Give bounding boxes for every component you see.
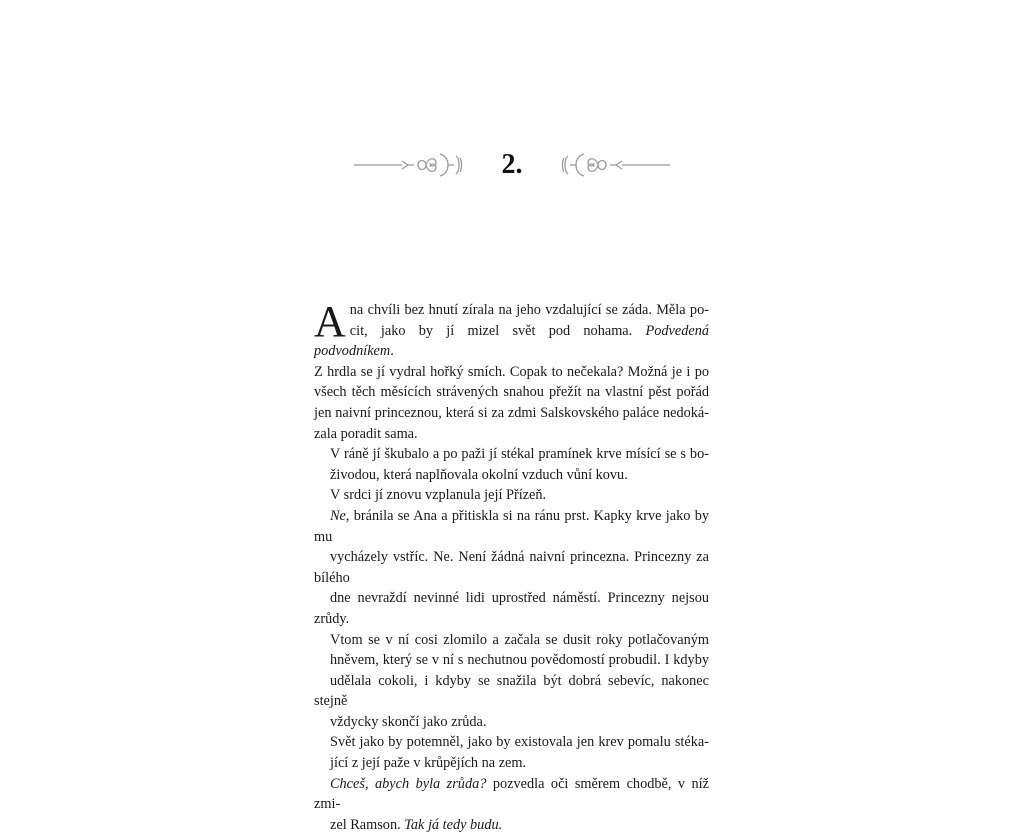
text-run: zel Ramson. (330, 816, 405, 833)
text-line (314, 465, 709, 486)
text-run: jen naivní princeznou, která si za zdmi Salskovského paláce nedoká- (314, 404, 709, 421)
text-line (314, 485, 709, 506)
text-line (314, 712, 709, 733)
paragraph (314, 506, 709, 630)
text-run: na chvíli bez hnutí zírala na jeho vzdalující se záda. Měla po- (349, 302, 709, 318)
text-line (314, 506, 709, 547)
right-flourish-ornament (556, 148, 672, 182)
text-line (314, 671, 709, 712)
text-line (314, 362, 709, 383)
text-run: pozvedla oči směrem chodbě, v níž zmi- (314, 775, 709, 813)
text-line (314, 753, 709, 774)
text-line (314, 444, 709, 465)
text-line (314, 630, 709, 651)
chapter-number: 2. (501, 149, 523, 180)
drop-cap: A (314, 297, 346, 346)
text-run: , bránila se Ana a přitiskla si na ránu prst. Kapky krve jako by mu (314, 507, 709, 545)
text-run: všech těch měsících strávených snahou přežít na vlastní pěst pořád (314, 384, 709, 401)
italic-text: Chceš, abych byla zrůda? (330, 775, 487, 792)
text-line (314, 732, 709, 753)
text-line (314, 588, 709, 629)
text-run: V ráně jí škubalo a po paži jí stékal pramínek krve mísící se s bo- (330, 446, 709, 463)
text-run: zala poradit sama. (314, 425, 418, 442)
text-line (314, 403, 709, 424)
text-run: . (390, 343, 394, 360)
text-line (314, 300, 709, 321)
text-run: jící z její paže v krůpějích na zem. (330, 755, 527, 772)
paragraph (314, 774, 709, 835)
text-run: vycházely vstříc. Ne. Není žádná naivní princezna. Princezny za bílého (314, 549, 709, 586)
paragraph (314, 297, 709, 444)
text-line (314, 547, 709, 588)
text-run: dne nevraždí nevinné lidi uprostřed náměstí. Princezny nejsou zrůdy. (314, 590, 709, 627)
text-run: cit, jako by jí mizel svět pod nohama. (349, 322, 646, 339)
paragraph (314, 485, 709, 506)
text-line (314, 650, 709, 671)
text-run: V srdci jí znovu vzplanula její Přízeň. (330, 487, 547, 504)
text-line (314, 321, 709, 362)
italic-text: Tak já tedy budu. (404, 816, 503, 833)
italic-text: Podvedená podvodníkem (314, 322, 709, 360)
text-run: hněvem, který se v ní s nechutnou povědomostí probudil. I kdyby (330, 652, 709, 669)
text-line (314, 815, 709, 835)
italic-text: Ne (330, 507, 346, 524)
text-run: Z hrdla se jí vydral hořký smích. Copak to nečekala? Možná je i po (314, 363, 709, 380)
paragraph (314, 732, 709, 773)
text-run: Vtom se v ní cosi zlomilo a začala se dusit roky potlačovaným (330, 631, 709, 648)
text-line (314, 774, 709, 815)
chapter-body-text (314, 297, 709, 835)
paragraph (314, 444, 709, 485)
text-line (314, 424, 709, 445)
chapter-heading (0, 140, 1024, 190)
text-run: vždycky skončí jako zrůda. (330, 713, 487, 730)
left-flourish-ornament (352, 148, 468, 182)
paragraph (314, 630, 709, 733)
text-run: Svět jako by potemněl, jako by existovala jen krev pomalu stéka- (330, 734, 709, 751)
text-run: udělala cokoli, i kdyby se snažila být dobrá sebevíc, nakonec stejně (314, 672, 709, 710)
text-line (314, 382, 709, 403)
text-run: živodou, která naplňovala okolní vzduch vůní kovu. (330, 466, 628, 483)
